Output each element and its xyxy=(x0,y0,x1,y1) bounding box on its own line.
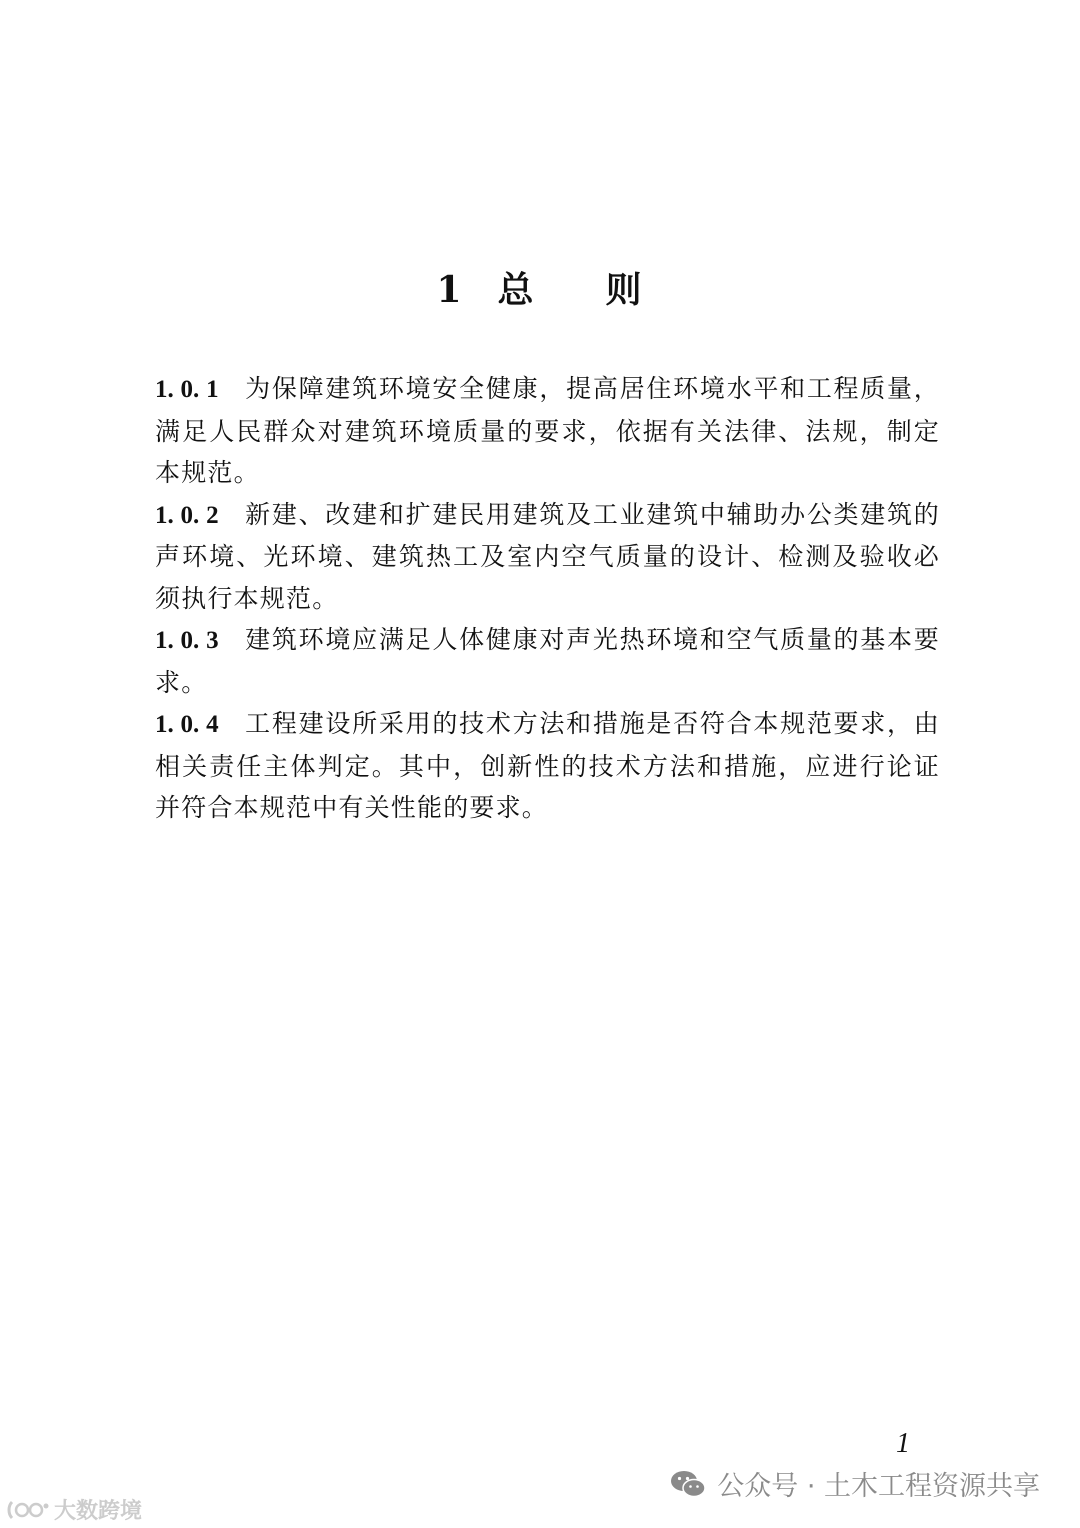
chapter-title-char-1: 总 xyxy=(497,269,536,311)
brand-mark xyxy=(6,1494,142,1525)
chapter-title xyxy=(0,262,1080,313)
clause-1-0-2 xyxy=(155,494,940,620)
chapter-title-char-2: 则 xyxy=(605,269,644,311)
chapter-number: 1 xyxy=(436,269,464,311)
clause-text: 新建、改建和扩建民用建筑及工业建筑中辅助办公类建筑的声环境、光环境、建筑热工及室内空气质量的设计、检测及验收必须执行本规范。 xyxy=(155,499,941,613)
clause-number: 1. 0. 4 xyxy=(155,711,219,738)
watermark xyxy=(669,1464,1040,1503)
clause-text: 建筑环境应满足人体健康对声光热环境和空气质量的基本要求。 xyxy=(155,625,941,697)
clause-number: 1. 0. 3 xyxy=(155,627,219,654)
clause-1-0-1 xyxy=(155,368,940,494)
clause-number: 1. 0. 1 xyxy=(155,376,219,403)
clause-text: 为保障建筑环境安全健康，提高居住环境水平和工程质量，满足人民群众对建筑环境质量的要求，依据有关法律、法规，制定本规范。 xyxy=(155,374,941,487)
brand-mark-text: 大数跨境 xyxy=(54,1499,143,1524)
clause-number: 1. 0. 2 xyxy=(155,501,219,529)
clause-1-0-3 xyxy=(155,619,940,703)
clause-text: 工程建设所采用的技术方法和措施是否符合本规范要求，由相关责任主体判定。其中，创新性的技术方法和措施，应进行论证并符合本规范中有关性能的要求。 xyxy=(155,709,941,822)
clause-list xyxy=(155,368,940,829)
logo-icon xyxy=(6,1498,50,1522)
page-number: 1 xyxy=(896,1428,910,1459)
wechat-icon xyxy=(669,1469,707,1499)
clause-1-0-4 xyxy=(155,703,940,829)
watermark-text: 公众号 · 土木工程资源共享 xyxy=(717,1471,1040,1502)
